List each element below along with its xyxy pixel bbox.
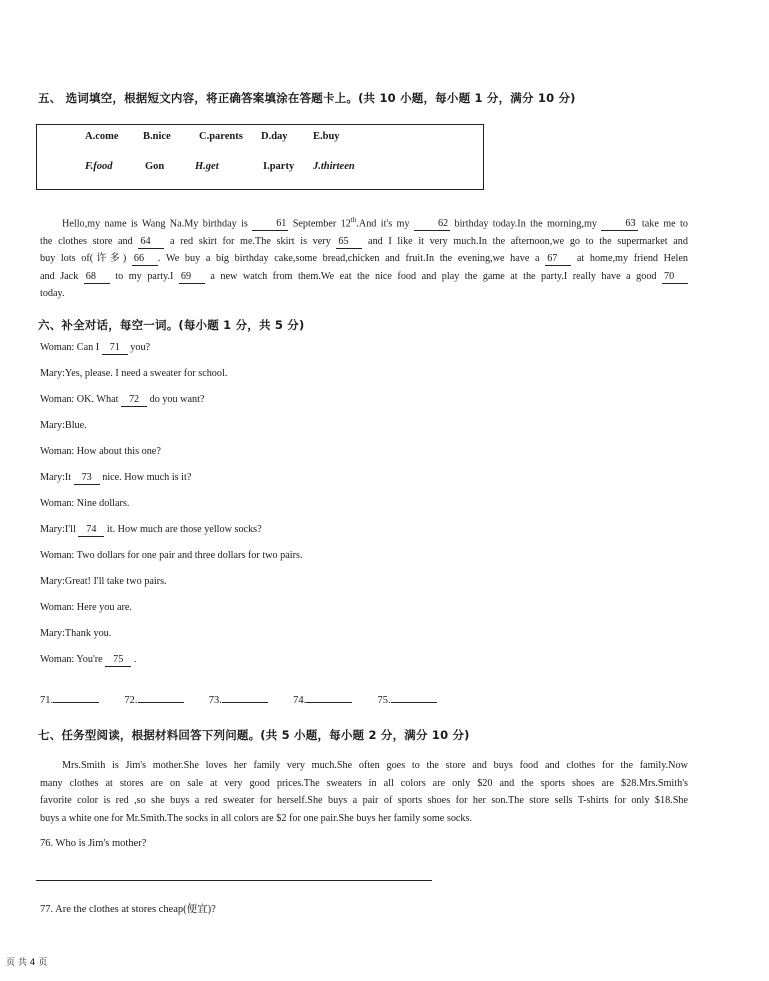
dialogue-line: Mary:Blue. xyxy=(40,420,87,431)
word-options-box xyxy=(36,124,484,190)
passage-line xyxy=(40,212,688,233)
dialogue-text: Woman: You're xyxy=(40,654,106,665)
passage-line: buys a white one for Mr.Smith.The socks in all colors are $2 for one pair.She buys her family some socks. xyxy=(40,812,473,824)
passage-text: a new watch from them.We eat the nice food and play the game at the party.I really have a good xyxy=(204,270,663,282)
answer-label-71: 71. xyxy=(40,695,54,706)
answer-row xyxy=(40,692,437,706)
blank-71: 71 xyxy=(102,342,128,355)
passage-text: take me to xyxy=(637,218,688,230)
option-d: D.day xyxy=(261,131,288,142)
page-footer: 页 共 4 页 xyxy=(6,958,48,968)
blank-70: 70 xyxy=(662,271,688,284)
question-77: 77. Are the clothes at stores cheap(便宜)? xyxy=(40,904,216,915)
dialogue-line: Woman: How about this one? xyxy=(40,446,161,457)
passage-text: and I like it very much.In the afternoon,we go to the supermarket and xyxy=(362,235,688,247)
passage-text: . We buy a big birthday cake,some bread,chicken and fruit.In the evening,we have a xyxy=(157,253,546,265)
dialogue-line: Woman: Nine dollars. xyxy=(40,498,130,509)
dialogue-line xyxy=(40,394,204,407)
cloze-passage xyxy=(40,212,688,303)
answer-line xyxy=(138,692,184,703)
passage-text: Hello,my name is Wang Na.My birthday is xyxy=(62,218,253,230)
blank-61: 61 xyxy=(252,218,288,231)
blank-75: 75 xyxy=(105,654,131,667)
passage-line xyxy=(40,285,688,303)
blank-68: 68 xyxy=(84,271,110,284)
option-f: F.food xyxy=(85,161,113,172)
section5-heading: 五、 选词填空，根据短文内容，将正确答案填涂在答题卡上。(共 10 小题，每小题 1 分，满分 10 分) xyxy=(38,91,576,105)
dialogue-line: Mary:Great! I'll take two pairs. xyxy=(40,576,167,587)
blank-62: 62 xyxy=(414,218,450,231)
passage-line xyxy=(40,233,688,251)
dialogue-text: Mary:I'll xyxy=(40,524,79,535)
answer-line xyxy=(222,692,268,703)
option-i: I.party xyxy=(263,161,295,172)
passage-text: and Jack xyxy=(40,270,84,282)
answer-line-76 xyxy=(36,880,432,881)
question-76: 76. Who is Jim's mother? xyxy=(40,838,147,849)
answer-line xyxy=(391,692,437,703)
passage-text: birthday today.In the morning,my xyxy=(450,218,602,230)
blank-72: 72 xyxy=(121,394,147,407)
blank-64: 64 xyxy=(138,236,164,249)
section7-heading: 七、任务型阅读，根据材料回答下列问题。(共 5 小题，每小题 2 分，满分 10 分) xyxy=(38,728,470,742)
passage-text: September 12 xyxy=(288,218,351,230)
blank-74: 74 xyxy=(78,524,104,537)
answer-label-73: 73. xyxy=(208,695,222,706)
passage-text: to my party.I xyxy=(109,270,179,282)
dialogue-text: Woman: OK. What xyxy=(40,394,122,405)
dialogue-text: it. How much are those yellow socks? xyxy=(104,524,262,535)
section6-heading: 六、补全对话，每空一词。(每小题 1 分，共 5 分) xyxy=(38,318,305,332)
passage-line xyxy=(40,268,688,286)
blank-73: 73 xyxy=(74,472,100,485)
option-j: J.thirteen xyxy=(313,161,355,172)
dialogue-line xyxy=(40,472,191,485)
blank-67: 67 xyxy=(545,253,571,266)
passage-text: .And it's my xyxy=(356,218,414,230)
answer-line xyxy=(306,692,352,703)
passage-text: at home,my friend Helen xyxy=(571,253,689,265)
option-g: Gon xyxy=(145,161,165,172)
passage-text: buy lots of(许多) xyxy=(40,253,132,265)
option-h: H.get xyxy=(195,161,219,172)
dialogue-line: Woman: Here you are. xyxy=(40,602,132,613)
option-e: E.buy xyxy=(313,131,340,142)
reading-passage xyxy=(40,757,688,827)
dialogue-line xyxy=(40,654,136,667)
dialogue-text: Mary:It xyxy=(40,472,74,483)
superscript: th xyxy=(350,216,357,224)
passage-line: favorite color is red ,so she buys a red sweater for herself.She buys a pair of sports shoes for her son.The store sells T-shirts for only $18.She xyxy=(40,795,688,806)
blank-65: 65 xyxy=(336,236,362,249)
dialogue-line xyxy=(40,524,262,537)
passage-text: a red skirt for me.The skirt is very xyxy=(164,235,337,247)
dialogue-text: Woman: Can I xyxy=(40,342,102,353)
dialogue-line xyxy=(40,342,150,355)
dialogue-line: Woman: Two dollars for one pair and three dollars for two pairs. xyxy=(40,550,303,561)
dialogue-line: Mary:Thank you. xyxy=(40,628,112,639)
answer-label-74: 74. xyxy=(293,695,307,706)
dialogue-text: nice. How much is it? xyxy=(99,472,192,483)
option-b: B.nice xyxy=(143,131,171,142)
dialogue-line: Mary:Yes, please. I need a sweater for school. xyxy=(40,368,228,379)
blank-69: 69 xyxy=(179,271,205,284)
passage-line: many clothes at stores are on sale at very good prices.The sweaters in all colors are only $20 and the sports shoes are $28.Mrs.Smith's xyxy=(40,777,688,789)
passage-line: Mrs.Smith is Jim's mother.She loves her family very much.She often goes to the store and buys food and clothes for the family.Now xyxy=(62,760,688,771)
answer-line xyxy=(53,692,99,703)
answer-label-75: 75. xyxy=(377,695,391,706)
passage-text: today. xyxy=(40,288,65,300)
option-c: C.parents xyxy=(199,131,243,142)
blank-66: 66 xyxy=(132,253,158,266)
dialogue-text: do you want? xyxy=(147,394,205,405)
passage-text: the clothes store and xyxy=(40,235,139,247)
answer-label-72: 72. xyxy=(124,695,138,706)
dialogue-text: you? xyxy=(127,342,151,353)
passage-line xyxy=(40,250,688,268)
option-a: A.come xyxy=(85,131,119,142)
dialogue-text: . xyxy=(131,654,137,665)
blank-63: 63 xyxy=(601,218,637,231)
